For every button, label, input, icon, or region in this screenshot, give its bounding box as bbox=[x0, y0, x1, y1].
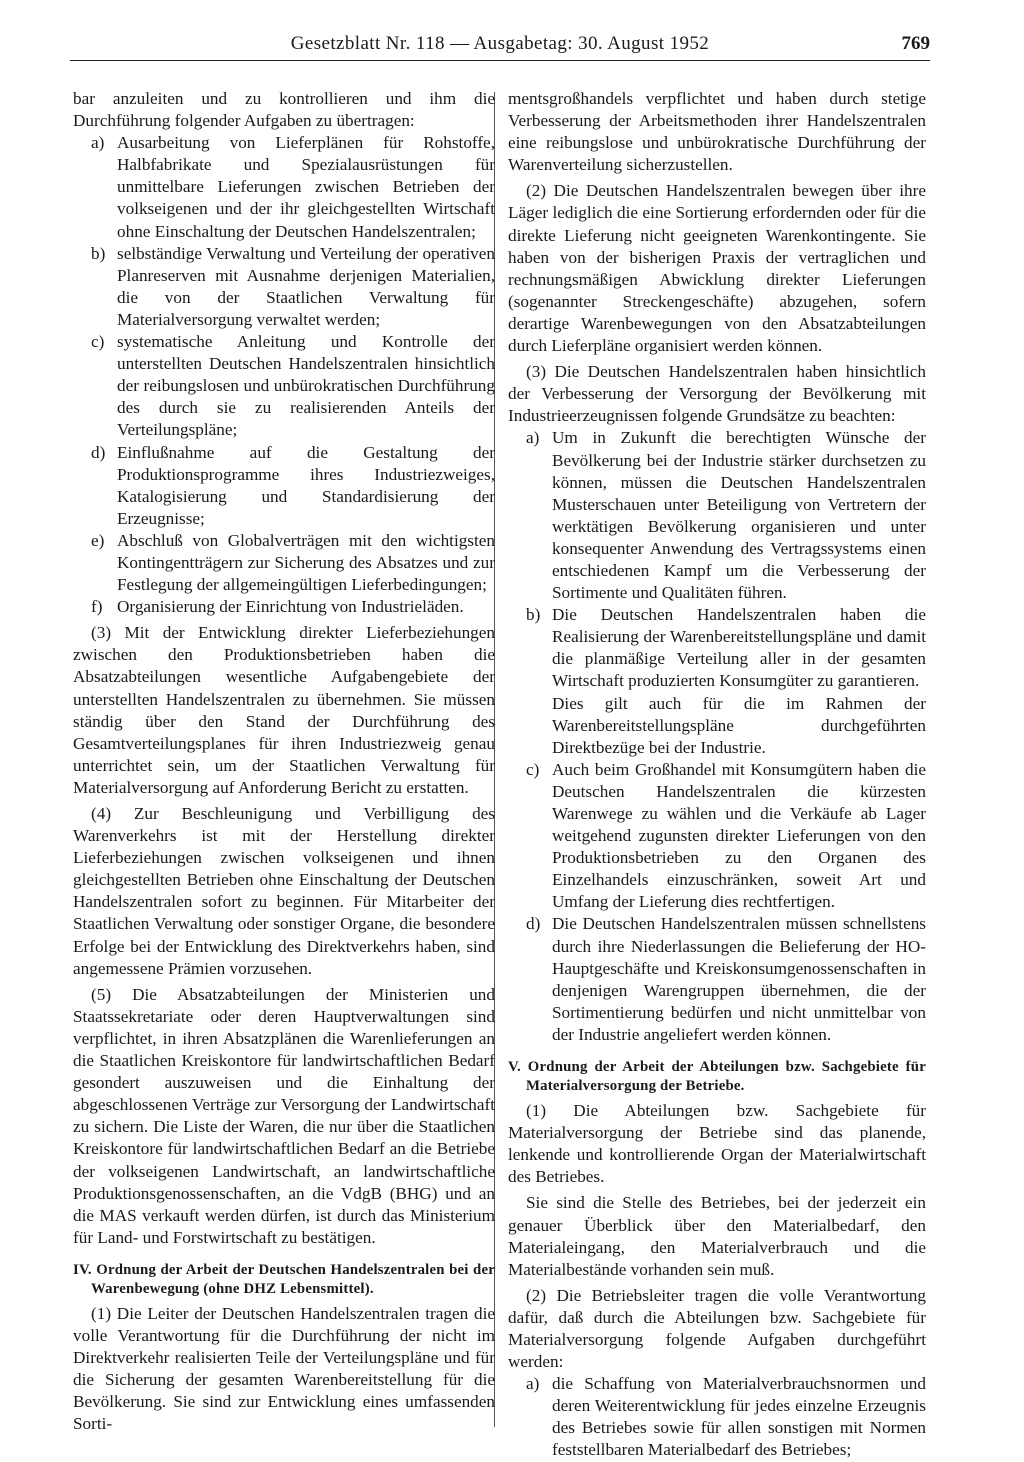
item-text: Um in Zukunft die berechtigten Wünsche der Bevölkerung bei der Industrie stärker durchsetzen zu können, müssen die Deutschen Handelszentralen Musterschauen unter Beteiligung von Vertretern der werktätigen Bevölkerung organisieren und unter konsequenter Anwendung des Vertragssystems einen entschiedenen Kampf um die Verbesserung der Sortimente und Qualitäten führen. bbox=[552, 428, 926, 603]
left-column bbox=[73, 88, 495, 1435]
item-text: Die Deutschen Handelszentralen haben die Realisierung der Warenbereitstellungspläne und damit die planmäßige Verteilung aller in der gesamten Wirtschaft produzierten Konsumgüter zu garantieren. bbox=[552, 605, 926, 691]
page-header bbox=[70, 30, 930, 61]
item-label: d) bbox=[526, 914, 541, 934]
item-label: e) bbox=[91, 530, 105, 550]
task-list bbox=[73, 132, 495, 618]
section-iv-paragraph-1: (1) Die Leiter der Deutschen Handelszentralen tragen die volle Verantwortung für die Durchführung der nicht im Direktverkehr realisierten Teile der Verteilungspläne und für die Sicherung der gesamten Warenbereitstellung für die Bevölkerung. Sie sind zur Entwicklung eines umfassenden Sorti- bbox=[73, 1303, 495, 1434]
item-label: f) bbox=[91, 597, 103, 617]
list-item bbox=[73, 442, 495, 530]
list-item bbox=[508, 759, 926, 914]
section-iv-paragraph-3: (3) Die Deutschen Handelszentralen haben hinsichtlich der Verbesserung der Versorgung der Bevölkerung mit Industrieerzeugnissen folgende Grundsätze zu beachten: bbox=[508, 362, 926, 426]
item-label: c) bbox=[526, 759, 540, 779]
item-label: a) bbox=[91, 133, 105, 153]
item-label: a) bbox=[526, 428, 540, 448]
list-item bbox=[508, 913, 926, 1046]
item-label: b) bbox=[526, 605, 541, 625]
item-text: Organisierung der Einrichtung von Industrieläden. bbox=[117, 597, 464, 617]
list-item bbox=[73, 331, 495, 441]
section-heading-v: V. Ordnung der Arbeit der Abteilungen bzw. Sachgebiete für Materialversorgung der Betriebe. bbox=[508, 1059, 926, 1095]
item-label: d) bbox=[91, 442, 106, 462]
item-label: b) bbox=[91, 243, 106, 263]
list-item bbox=[508, 604, 926, 759]
page-number: 769 bbox=[901, 33, 930, 54]
item-text: Auch beim Großhandel mit Konsumgütern haben die Deutschen Handelszentralen die kürzesten Warenwege zu wählen und die Verkäufe ab Lager weitgehend zugunsten direkter Lieferungen von den Produktionsbetrieben zu den Organen des Einzelhandels einzuschränken, soweit Art und Umfang der Lieferung dies rechtfertigen. bbox=[552, 759, 926, 912]
item-text: Ausarbeitung von Lieferplänen für Rohstoffe, Halbfabrikate und Spezialausrüstungen für unmittelbare Lieferungen zwischen Betrieben der volkseigenen und der ihr gleichgestellten Wirtschaft ohne Einschaltung der Deutschen Handelszentralen; bbox=[117, 133, 495, 241]
item-text: systematische Anleitung und Kontrolle der unterstellten Deutschen Handelszentralen hinsichtlich der reibungslosen und unbürokratischen Durchführung des durch sie zu realisierenden Anteils der Verteilungspläne; bbox=[117, 332, 495, 440]
list-item bbox=[73, 132, 495, 242]
paragraph-4: (4) Zur Beschleunigung und Verbilligung des Warenverkehrs ist mit der Herstellung direkter Lieferbeziehungen zwischen volkseigenen und ihnen gleichgestellten Betrieben ohne Einschaltung der Deutschen Handelszentralen sofort zu beginnen. Für Mitarbeiter der Staatlichen Verwaltung oder sonstiger Organe, die besondere Erfolge bei der Entwicklung des Direktverkehrs haben, sind angemessene Prämien vorzusehen. bbox=[73, 804, 495, 978]
section-v-paragraph-1b: Sie sind die Stelle des Betriebes, bei der jederzeit ein genauer Überblick über den Materialbedarf, den Materialeingang, den Materialverbrauch und die Materialbestände vorhanden sein muß. bbox=[508, 1193, 926, 1279]
right-column bbox=[508, 88, 926, 1462]
section-v-paragraph-1: (1) Die Abteilungen bzw. Sachgebiete für Materialversorgung der Betriebe sind das planende, lenkende und kontrollierende Organ der Materialwirtschaft des Betriebes. bbox=[508, 1101, 926, 1187]
item-text: selbständige Verwaltung und Verteilung der operativen Planreserven mit Ausnahme derjenigen Materialien, die von der Staatlichen Verwaltung für Materialversorgung verwaltet werden; bbox=[117, 243, 495, 329]
list-item bbox=[73, 530, 495, 596]
item-text: Abschluß von Globalverträgen mit den wichtigsten Kontingentträgern zur Sicherung des Absatzes und zur Festlegung der allgemeingültigen Lieferbedingungen; bbox=[117, 530, 495, 595]
paragraph-5: (5) Die Absatzabteilungen der Ministerien und Staatssekretariate oder deren Hauptverwaltungen sind verpflichtet, in ihren Absatzplänen die Warenlieferungen an die Staatlichen Kreiskontore für landwirtschaftlichen Bedarf gesondert auszuweisen und die Einhaltung der abgeschlossenen Verträge zur Versorgung der Landwirtschaft zu sichern. Die Liste der Waren, die nur über die Staatlichen Kreiskontore für landwirtschaftlichen Bedarf an die Betriebe der volkseigenen Landwirtschaft, an landwirtschaftliche Produktionsgenossenschaften, an die VdgB (BHG) und an die MAS verkauft werden dürfen, ist durch das Ministerium für Land- und Forstwirtschaft zu bestätigen. bbox=[73, 984, 495, 1247]
section-heading-iv: IV. Ordnung der Arbeit der Deutschen Handelszentralen bei der Warenbewegung (ohne DHZ Lebensmittel). bbox=[73, 1261, 495, 1297]
list-item bbox=[508, 427, 926, 604]
principles-list bbox=[508, 427, 926, 1046]
paragraph-intro: bar anzuleiten und zu kontrollieren und ihm die Durchführung folgender Aufgaben zu übertragen: bbox=[73, 89, 495, 131]
paragraph-3: (3) Mit der Entwicklung direkter Lieferbeziehungen zwischen den Produktionsbetrieben haben die Absatzabteilungen wesentliche Aufgabengebiete der unterstellten Handelszentralen zu übernehmen. Sie müssen ständig über den Stand der Durchführung des Gesamtverteilungsplanes für ihren Industriezweig genau unterrichtet sein, um der Staatlichen Verwaltung für Materialversorgung auf Anforderung Bericht zu erstatten. bbox=[73, 623, 495, 797]
section-v-paragraph-2: (2) Die Betriebsleiter tragen die volle Verantwortung dafür, daß durch die Abteilungen bzw. Sachgebiete für Materialversorgung folgende Aufgaben durchgeführt werden: bbox=[508, 1285, 926, 1372]
list-item bbox=[508, 1373, 926, 1461]
list-item bbox=[73, 596, 495, 618]
section-iv-paragraph-2: (2) Die Deutschen Handelszentralen bewegen über ihre Läger lediglich die eine Sortierung erfordernden oder für die direkte Lieferung nicht geeigneten Warenkontingente. Sie haben von der bisherigen Praxis der vertraglichen und rechnungsmäßigen Abwicklung direkter Lieferungen (sogenannter Streckengeschäfte) abzugehen, sofern derartige Warenbewegungen von den Absatzabteilungen durch Lieferpläne organisiert werden können. bbox=[508, 181, 926, 356]
item-text: Die Deutschen Handelszentralen müssen schnellstens durch ihre Niederlassungen die Belieferung der HO-Hauptgeschäfte und Kreiskonsumgenossenschaften in denjenigen Warengruppen übernehmen, die der Sortimentierung bedürfen und nicht unmittelbar von der Industrie angeliefert werden können. bbox=[552, 914, 926, 1044]
paragraph-continued: mentsgroßhandels verpflichtet und haben durch stetige Verbesserung der Arbeitsmethoden ihrer Handelszentralen eine reibungslose und unbürokratische Durchführung der Warenverteilung sicherzustellen. bbox=[508, 89, 926, 175]
item-label: a) bbox=[526, 1374, 540, 1394]
item-note: Dies gilt auch für die im Rahmen der Warenbereitstellungspläne durchgeführten Direktbezüge bei der Industrie. bbox=[552, 693, 926, 757]
list-item bbox=[73, 243, 495, 331]
item-text: die Schaffung von Materialverbrauchsnormen und deren Weiterentwicklung für jedes einzelne Erzeugnis des Betriebes sowie für allen sonstigen mit Normen feststellbaren Materialbedarf des Betriebes; bbox=[552, 1374, 926, 1460]
header-title: Gesetzblatt Nr. 118 — Ausgabetag: 30. August 1952 bbox=[290, 33, 710, 54]
item-label: c) bbox=[91, 332, 105, 352]
item-text: Einflußnahme auf die Gestaltung der Produktionsprogramme ihres Industriezweiges, Katalogisierung und Standardisierung der Erzeugnisse; bbox=[117, 442, 495, 528]
